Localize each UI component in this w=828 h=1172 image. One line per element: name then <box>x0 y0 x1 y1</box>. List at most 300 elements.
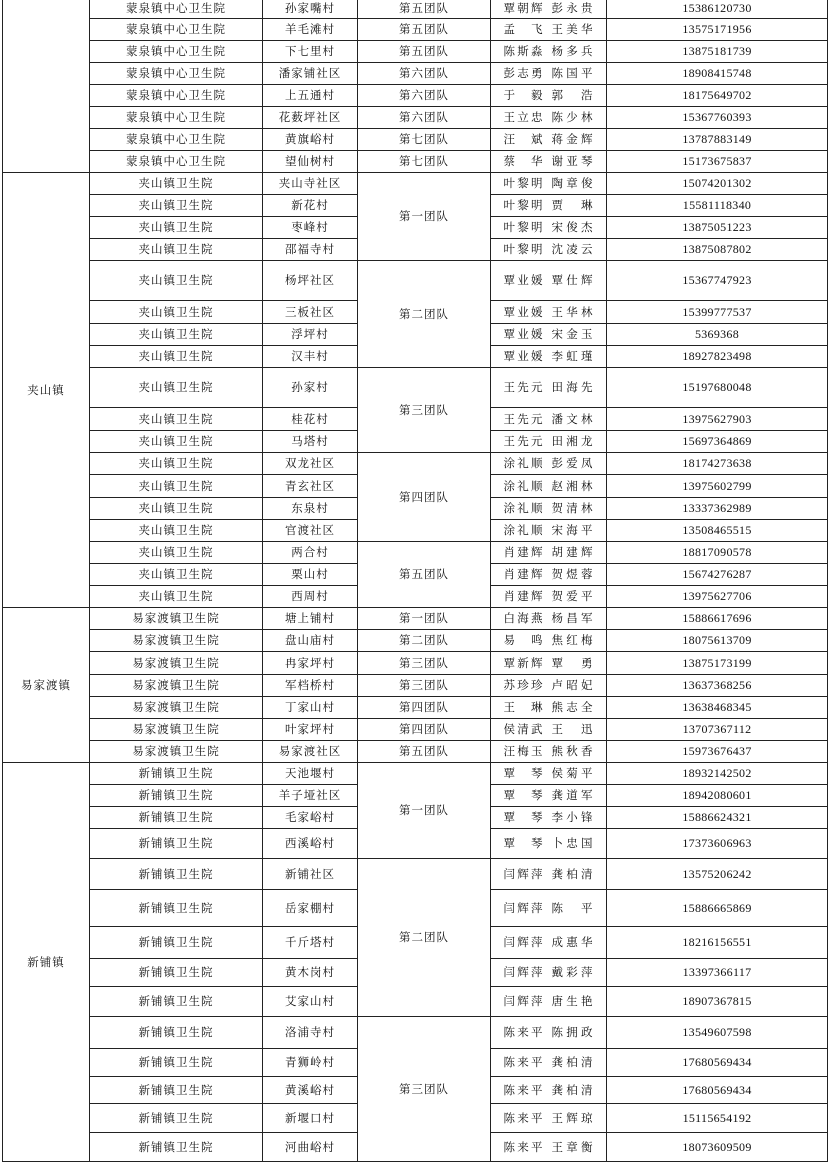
phone-cell: 15367747923 <box>607 261 828 301</box>
village-cell: 两合村 <box>263 542 358 564</box>
table-row <box>3 608 828 630</box>
doctor-name: 贺清林 <box>551 501 594 515</box>
phone-cell: 13637368256 <box>607 675 828 697</box>
phone-cell: 15367760393 <box>607 107 828 129</box>
hospital-cell: 新铺镇卫生院 <box>90 829 263 859</box>
doctor-name: 杨昌军 <box>551 611 594 625</box>
phone-cell: 15674276287 <box>607 564 828 586</box>
village-cell: 军档桥村 <box>263 675 358 697</box>
team-lead-name: 孟 飞 <box>503 22 544 36</box>
hospital-cell: 夹山镇卫生院 <box>90 301 263 324</box>
personnel-cell <box>491 408 607 431</box>
village-cell: 三板社区 <box>263 301 358 324</box>
phone-cell: 18216156551 <box>607 927 828 959</box>
team-lead-name: 覃 琴 <box>503 836 544 850</box>
doctor-name: 侯菊平 <box>551 766 594 780</box>
team-lead-name: 陈斯淼 <box>503 44 544 58</box>
village-cell: 黄木岗村 <box>263 959 358 987</box>
village-cell: 栗山村 <box>263 564 358 586</box>
team-lead-name: 陈来平 <box>503 1055 544 1069</box>
doctor-name: 沈凌云 <box>551 242 594 256</box>
doctor-name: 杨多兵 <box>551 44 594 58</box>
phone-cell: 13875173199 <box>607 652 828 675</box>
village-cell: 天池堰村 <box>263 763 358 785</box>
village-cell: 桂花村 <box>263 408 358 431</box>
team-cell: 第二团队 <box>358 630 491 652</box>
village-cell: 青玄社区 <box>263 475 358 498</box>
team-cell: 第六团队 <box>358 107 491 129</box>
team-lead-name: 闫辉萍 <box>503 994 544 1008</box>
hospital-cell: 新铺镇卫生院 <box>90 785 263 807</box>
phone-cell: 13875181739 <box>607 41 828 63</box>
table-row <box>3 129 828 151</box>
team-lead-name: 覃 琴 <box>503 766 544 780</box>
village-cell: 盘山庙村 <box>263 630 358 652</box>
doctor-name: 宋俊杰 <box>551 220 594 234</box>
personnel-cell <box>491 829 607 859</box>
village-cell: 洛浦寺村 <box>263 1017 358 1049</box>
phone-cell: 13397366117 <box>607 959 828 987</box>
town-cell <box>3 0 90 173</box>
personnel-cell <box>491 368 607 408</box>
personnel-cell <box>491 697 607 719</box>
village-cell: 新铺社区 <box>263 859 358 890</box>
doctor-name: 胡建辉 <box>551 545 594 559</box>
team-lead-name: 闫辉萍 <box>503 965 544 979</box>
doctor-name: 龚道军 <box>551 788 594 802</box>
hospital-cell: 夹山镇卫生院 <box>90 324 263 346</box>
table-row <box>3 859 828 890</box>
personnel-cell <box>491 630 607 652</box>
team-cell: 第六团队 <box>358 63 491 85</box>
hospital-cell: 易家渡镇卫生院 <box>90 697 263 719</box>
team-cell: 第二团队 <box>358 859 491 1017</box>
team-cell: 第七团队 <box>358 151 491 173</box>
phone-cell: 15886617696 <box>607 608 828 630</box>
phone-cell: 13875051223 <box>607 217 828 239</box>
personnel-cell <box>491 217 607 239</box>
village-cell: 双龙社区 <box>263 453 358 475</box>
doctor-name: 陈拥政 <box>551 1025 594 1039</box>
village-cell: 青狮岭村 <box>263 1049 358 1077</box>
doctor-name: 陶章俊 <box>551 176 594 190</box>
personnel-cell <box>491 129 607 151</box>
team-cell: 第五团队 <box>358 0 491 19</box>
phone-cell: 13508465515 <box>607 520 828 542</box>
team-lead-name: 陈来平 <box>503 1082 544 1097</box>
team-lead-name: 叶黎明 <box>503 242 544 256</box>
personnel-cell <box>491 987 607 1017</box>
team-lead-name: 汪 斌 <box>503 132 544 146</box>
doctor-name: 唐生艳 <box>551 994 594 1008</box>
village-cell: 黄旗峪村 <box>263 129 358 151</box>
team-cell: 第四团队 <box>358 697 491 719</box>
personnel-cell <box>491 195 607 217</box>
personnel-cell <box>491 301 607 324</box>
personnel-cell <box>491 261 607 301</box>
hospital-cell: 新铺镇卫生院 <box>90 1104 263 1133</box>
table-row <box>3 675 828 697</box>
phone-cell: 15886665869 <box>607 890 828 927</box>
phone-cell: 13638468345 <box>607 697 828 719</box>
personnel-cell <box>491 652 607 675</box>
doctor-name: 贺爱平 <box>551 589 594 603</box>
table-row <box>3 261 828 301</box>
team-cell: 第一团队 <box>358 173 491 261</box>
team-cell: 第三团队 <box>358 675 491 697</box>
personnel-cell <box>491 0 607 19</box>
hospital-cell: 夹山镇卫生院 <box>90 346 263 368</box>
team-cell: 第一团队 <box>358 608 491 630</box>
hospital-cell: 新铺镇卫生院 <box>90 1017 263 1049</box>
personnel-cell <box>491 890 607 927</box>
team-lead-name: 覃 琴 <box>503 788 544 802</box>
team-cell: 第五团队 <box>358 41 491 63</box>
team-lead-name: 覃 琴 <box>503 810 544 824</box>
doctor-name: 贾 琳 <box>551 198 594 212</box>
team-lead-name: 闫辉萍 <box>503 866 544 881</box>
personnel-cell <box>491 1049 607 1077</box>
town-cell: 易家渡镇 <box>3 608 90 763</box>
team-lead-name: 于 毅 <box>503 88 544 102</box>
personnel-cell <box>491 431 607 453</box>
village-cell: 孙家村 <box>263 368 358 408</box>
hospital-cell: 夹山镇卫生院 <box>90 564 263 586</box>
doctor-name: 覃 勇 <box>551 655 594 670</box>
village-cell: 艾家山村 <box>263 987 358 1017</box>
hospital-cell: 蒙泉镇中心卫生院 <box>90 19 263 41</box>
phone-cell: 18174273638 <box>607 453 828 475</box>
phone-cell: 13707367112 <box>607 719 828 741</box>
doctor-name: 卢昭妃 <box>551 678 594 692</box>
doctor-name: 成惠华 <box>551 935 594 949</box>
table-row <box>3 719 828 741</box>
contact-table <box>2 0 828 1162</box>
doctor-name: 戴彩萍 <box>551 965 594 979</box>
hospital-cell: 新铺镇卫生院 <box>90 890 263 927</box>
doctor-name: 潘文林 <box>551 411 594 426</box>
phone-cell: 13787883149 <box>607 129 828 151</box>
personnel-cell <box>491 675 607 697</box>
phone-cell: 17680569434 <box>607 1077 828 1104</box>
table-row <box>3 19 828 41</box>
personnel-cell <box>491 173 607 195</box>
table-row <box>3 41 828 63</box>
hospital-cell: 夹山镇卫生院 <box>90 368 263 408</box>
table-row <box>3 63 828 85</box>
hospital-cell: 蒙泉镇中心卫生院 <box>90 0 263 19</box>
team-lead-name: 覃业媛 <box>503 304 544 319</box>
phone-cell: 18075613709 <box>607 630 828 652</box>
team-lead-name: 陈来平 <box>503 1139 544 1154</box>
town-cell: 夹山镇 <box>3 173 90 608</box>
team-lead-name: 陈来平 <box>503 1110 544 1125</box>
table-row <box>3 107 828 129</box>
team-lead-name: 易 鸣 <box>503 633 544 647</box>
team-lead-name: 叶黎明 <box>503 198 544 212</box>
personnel-cell <box>491 239 607 261</box>
team-lead-name: 彭志勇 <box>503 66 544 80</box>
village-cell: 杨坪社区 <box>263 261 358 301</box>
hospital-cell: 夹山镇卫生院 <box>90 586 263 608</box>
village-cell: 西溪峪村 <box>263 829 358 859</box>
hospital-cell: 夹山镇卫生院 <box>90 431 263 453</box>
team-lead-name: 涂礼顺 <box>503 523 544 537</box>
village-cell: 丁家山村 <box>263 697 358 719</box>
village-cell: 岳家棚村 <box>263 890 358 927</box>
hospital-cell: 新铺镇卫生院 <box>90 987 263 1017</box>
phone-cell: 18908415748 <box>607 63 828 85</box>
doctor-name: 谢亚琴 <box>551 154 594 168</box>
table-row <box>3 1017 828 1049</box>
team-lead-name: 汪梅玉 <box>503 744 544 758</box>
village-cell: 花薮坪社区 <box>263 107 358 129</box>
hospital-cell: 夹山镇卫生院 <box>90 217 263 239</box>
table-row <box>3 173 828 195</box>
phone-cell: 18932142502 <box>607 763 828 785</box>
phone-cell: 15886624321 <box>607 807 828 829</box>
doctor-name: 焦红梅 <box>551 633 594 647</box>
hospital-cell: 夹山镇卫生院 <box>90 475 263 498</box>
team-lead-name: 涂礼顺 <box>503 478 544 493</box>
team-lead-name: 覃朝辉 <box>503 1 544 15</box>
personnel-cell <box>491 1104 607 1133</box>
hospital-cell: 蒙泉镇中心卫生院 <box>90 41 263 63</box>
doctor-name: 贺煜蓉 <box>551 567 594 581</box>
phone-cell: 15697364869 <box>607 431 828 453</box>
hospital-cell: 蒙泉镇中心卫生院 <box>90 63 263 85</box>
personnel-cell <box>491 475 607 498</box>
team-cell: 第七团队 <box>358 129 491 151</box>
phone-cell: 13975627706 <box>607 586 828 608</box>
personnel-cell <box>491 453 607 475</box>
team-cell: 第五团队 <box>358 19 491 41</box>
team-lead-name: 覃业媛 <box>503 349 544 363</box>
team-cell: 第五团队 <box>358 741 491 763</box>
doctor-name: 熊志全 <box>551 700 594 714</box>
doctor-name: 蒋金辉 <box>551 132 594 146</box>
phone-cell: 18073609509 <box>607 1133 828 1162</box>
personnel-cell <box>491 1133 607 1162</box>
table-row <box>3 652 828 675</box>
village-cell: 西周村 <box>263 586 358 608</box>
hospital-cell: 易家渡镇卫生院 <box>90 630 263 652</box>
personnel-cell <box>491 324 607 346</box>
village-cell: 浮坪村 <box>263 324 358 346</box>
personnel-cell <box>491 19 607 41</box>
hospital-cell: 蒙泉镇中心卫生院 <box>90 85 263 107</box>
doctor-name: 覃仕辉 <box>551 273 594 287</box>
personnel-cell <box>491 346 607 368</box>
phone-cell: 18942080601 <box>607 785 828 807</box>
village-cell: 孙家嘴村 <box>263 0 358 19</box>
phone-cell: 5369368 <box>607 324 828 346</box>
village-cell: 毛家峪村 <box>263 807 358 829</box>
village-cell: 潘家铺社区 <box>263 63 358 85</box>
hospital-cell: 新铺镇卫生院 <box>90 927 263 959</box>
village-cell: 马塔村 <box>263 431 358 453</box>
phone-cell: 17680569434 <box>607 1049 828 1077</box>
personnel-cell <box>491 608 607 630</box>
hospital-cell: 新铺镇卫生院 <box>90 1049 263 1077</box>
personnel-cell <box>491 85 607 107</box>
phone-cell: 15973676437 <box>607 741 828 763</box>
personnel-cell <box>491 107 607 129</box>
team-lead-name: 肖建辉 <box>503 589 544 603</box>
team-lead-name: 侯清武 <box>503 722 544 736</box>
doctor-name: 王章衡 <box>551 1139 594 1154</box>
doctor-name: 赵湘林 <box>551 478 594 493</box>
team-lead-name: 涂礼顺 <box>503 456 544 470</box>
team-cell: 第五团队 <box>358 542 491 608</box>
team-lead-name: 苏珍珍 <box>503 678 544 692</box>
table-row <box>3 697 828 719</box>
village-cell: 枣峰村 <box>263 217 358 239</box>
doctor-name: 郭 浩 <box>551 88 594 102</box>
team-lead-name: 王先元 <box>503 380 544 394</box>
hospital-cell: 易家渡镇卫生院 <box>90 741 263 763</box>
hospital-cell: 新铺镇卫生院 <box>90 807 263 829</box>
team-lead-name: 陈来平 <box>503 1025 544 1039</box>
doctor-name: 王美华 <box>551 22 594 36</box>
village-cell: 下七里村 <box>263 41 358 63</box>
village-cell: 塘上铺村 <box>263 608 358 630</box>
personnel-cell <box>491 63 607 85</box>
team-cell: 第三团队 <box>358 652 491 675</box>
hospital-cell: 新铺镇卫生院 <box>90 959 263 987</box>
team-lead-name: 闫辉萍 <box>503 935 544 949</box>
town-cell: 新铺镇 <box>3 763 90 1162</box>
team-lead-name: 叶黎明 <box>503 220 544 234</box>
phone-cell: 15197680048 <box>607 368 828 408</box>
village-cell: 新堰口村 <box>263 1104 358 1133</box>
personnel-cell <box>491 564 607 586</box>
hospital-cell: 蒙泉镇中心卫生院 <box>90 129 263 151</box>
hospital-cell: 夹山镇卫生院 <box>90 498 263 520</box>
village-cell: 新花村 <box>263 195 358 217</box>
village-cell: 汉丰村 <box>263 346 358 368</box>
village-cell: 望仙树村 <box>263 151 358 173</box>
team-cell: 第六团队 <box>358 85 491 107</box>
village-cell: 官渡社区 <box>263 520 358 542</box>
phone-cell: 15386120730 <box>607 0 828 19</box>
doctor-name: 龚柏清 <box>551 1055 594 1069</box>
doctor-name: 陈 平 <box>551 900 594 915</box>
team-cell: 第三团队 <box>358 1017 491 1162</box>
doctor-name: 李小锋 <box>551 810 594 824</box>
village-cell: 千斤塔村 <box>263 927 358 959</box>
doctor-name: 陈少林 <box>551 110 594 124</box>
phone-cell: 15581118340 <box>607 195 828 217</box>
table-row <box>3 368 828 408</box>
doctor-name: 宋海平 <box>551 523 594 537</box>
doctor-name: 王 迅 <box>551 722 594 736</box>
personnel-cell <box>491 807 607 829</box>
personnel-cell <box>491 785 607 807</box>
personnel-cell <box>491 719 607 741</box>
doctor-name: 宋金玉 <box>551 327 594 341</box>
table-row <box>3 630 828 652</box>
table-row <box>3 453 828 475</box>
personnel-cell <box>491 927 607 959</box>
team-lead-name: 肖建辉 <box>503 545 544 559</box>
personnel-cell <box>491 741 607 763</box>
team-lead-name: 王 琳 <box>503 700 544 714</box>
team-lead-name: 蔡 华 <box>503 154 544 168</box>
team-cell: 第二团队 <box>358 261 491 368</box>
team-lead-name: 覃新辉 <box>503 655 544 670</box>
village-cell: 羊子垭社区 <box>263 785 358 807</box>
doctor-name: 彭爱凤 <box>551 456 594 470</box>
table-row <box>3 542 828 564</box>
village-cell: 河曲峪村 <box>263 1133 358 1162</box>
phone-cell: 13975602799 <box>607 475 828 498</box>
hospital-cell: 新铺镇卫生院 <box>90 1077 263 1104</box>
table-row <box>3 763 828 785</box>
hospital-cell: 易家渡镇卫生院 <box>90 652 263 675</box>
doctor-name: 王华林 <box>551 304 594 319</box>
personnel-cell <box>491 498 607 520</box>
hospital-cell: 新铺镇卫生院 <box>90 859 263 890</box>
team-cell: 第三团队 <box>358 368 491 453</box>
personnel-cell <box>491 1077 607 1104</box>
village-cell: 上五通村 <box>263 85 358 107</box>
hospital-cell: 蒙泉镇中心卫生院 <box>90 107 263 129</box>
hospital-cell: 蒙泉镇中心卫生院 <box>90 151 263 173</box>
hospital-cell: 新铺镇卫生院 <box>90 1133 263 1162</box>
phone-cell: 13337362989 <box>607 498 828 520</box>
phone-cell: 15399777537 <box>607 301 828 324</box>
village-cell: 易家渡社区 <box>263 741 358 763</box>
team-cell: 第一团队 <box>358 763 491 859</box>
village-cell: 冉家坪村 <box>263 652 358 675</box>
personnel-cell <box>491 151 607 173</box>
phone-cell: 17373606963 <box>607 829 828 859</box>
team-lead-name: 白海燕 <box>503 611 544 625</box>
personnel-cell <box>491 542 607 564</box>
hospital-cell: 夹山镇卫生院 <box>90 195 263 217</box>
team-cell: 第四团队 <box>358 719 491 741</box>
doctor-name: 卜忠国 <box>551 836 594 850</box>
phone-cell: 13575206242 <box>607 859 828 890</box>
hospital-cell: 夹山镇卫生院 <box>90 453 263 475</box>
personnel-cell <box>491 859 607 890</box>
village-cell: 东泉村 <box>263 498 358 520</box>
phone-cell: 13575171956 <box>607 19 828 41</box>
doctor-name: 熊秋香 <box>551 744 594 758</box>
personnel-cell <box>491 520 607 542</box>
team-cell: 第四团队 <box>358 453 491 542</box>
table-row <box>3 741 828 763</box>
hospital-cell: 新铺镇卫生院 <box>90 763 263 785</box>
doctor-name: 王辉琼 <box>551 1110 594 1125</box>
phone-cell: 15074201302 <box>607 173 828 195</box>
table-row <box>3 151 828 173</box>
personnel-cell <box>491 763 607 785</box>
village-cell: 叶家坪村 <box>263 719 358 741</box>
phone-cell: 13549607598 <box>607 1017 828 1049</box>
doctor-name: 彭永贵 <box>551 1 594 15</box>
team-lead-name: 王先元 <box>503 411 544 426</box>
table-row <box>3 85 828 107</box>
village-cell: 夹山寺社区 <box>263 173 358 195</box>
doctor-name: 龚柏清 <box>551 866 594 881</box>
team-lead-name: 覃业媛 <box>503 327 544 341</box>
doctor-name: 龚柏清 <box>551 1082 594 1097</box>
team-lead-name: 涂礼顺 <box>503 501 544 515</box>
personnel-cell <box>491 959 607 987</box>
team-lead-name: 叶黎明 <box>503 176 544 190</box>
